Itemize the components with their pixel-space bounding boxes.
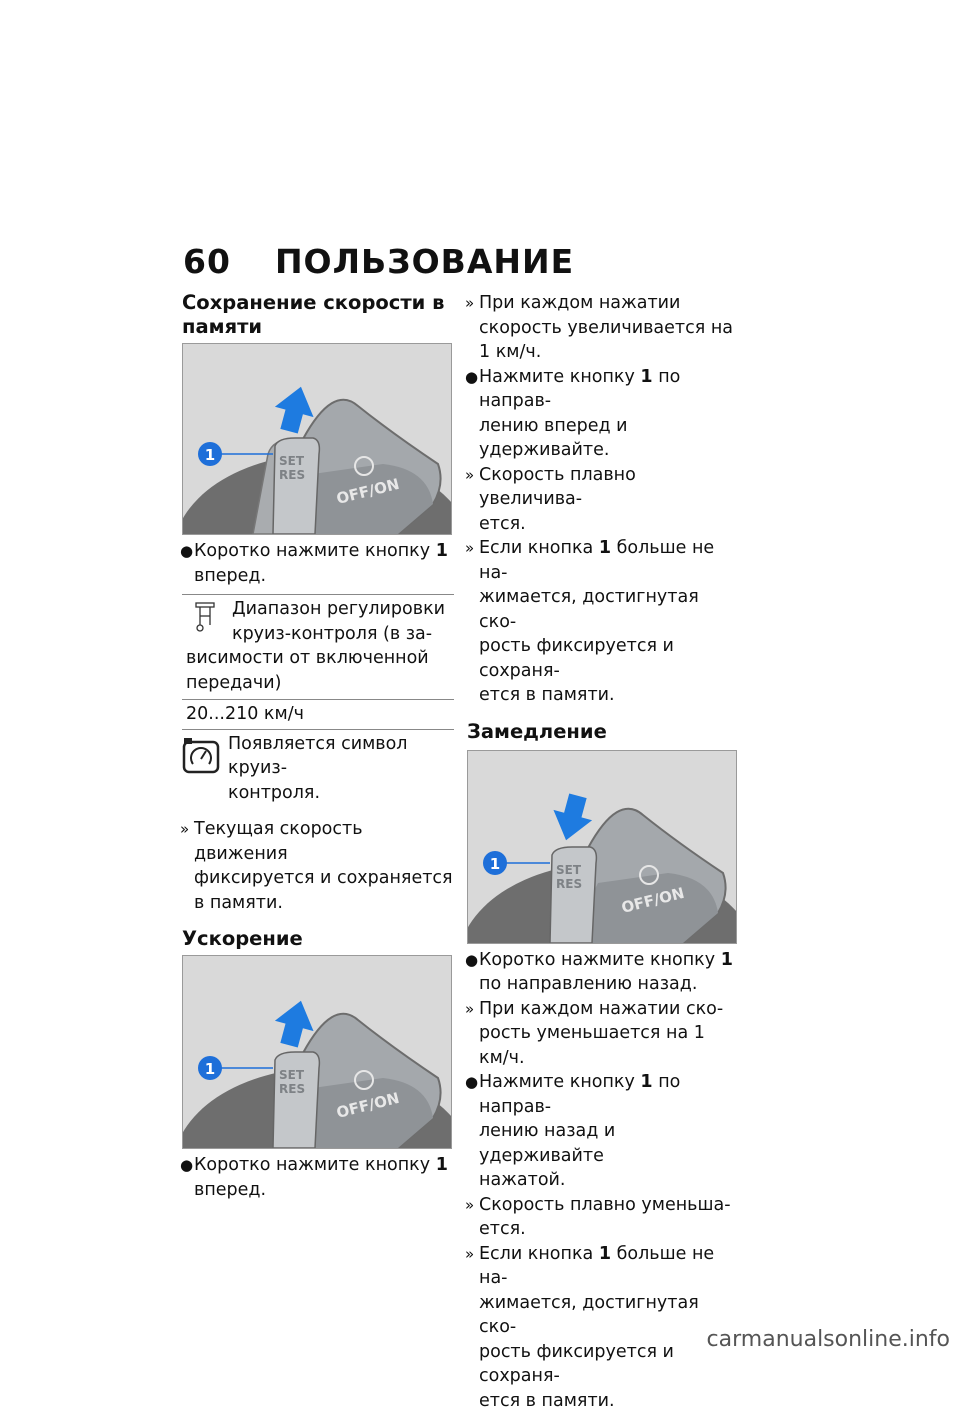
fig-res-label: RES [279,468,305,482]
svg-text:OFF/ON: OFF/ON [335,1089,401,1122]
result-smooth-increase: » Скорость плавно увеличива- ется. [467,463,739,537]
fig-callout-1: 1 [205,446,215,464]
right-column [467,291,739,1413]
result-smooth-decrease: » Скорость плавно уменьша- ется. [467,1193,739,1242]
range-value: 20...210 км/ч [182,699,454,729]
page-number: 60 [183,242,231,281]
page-title: ПОЛЬЗОВАНИЕ [275,242,574,281]
section-title-deceleration: Замедление [467,720,739,744]
result-decrease-1kmh: » При каждом нажатии ско- рость уменьшается на 1 км/ч. [467,997,739,1071]
step-short-press-forward-2: ● Коротко нажмите кнопку 1 вперед. [182,1153,454,1202]
cruise-control-icon [182,738,220,782]
section-title-store-speed: Сохранение скорости в памяти [182,291,454,339]
gear-shift-icon [194,599,216,641]
cruise-symbol-note: Появляется символ круиз- контроля. [182,732,454,806]
svg-text:OFF/ON: OFF/ON [620,883,686,916]
svg-text:RES: RES [556,877,582,891]
result-speed-stored: » Текущая скорость движения фиксируется и сохраняется в памяти. [182,817,454,915]
figure-set-forward [182,343,452,535]
fig-set-label: SET [279,454,305,468]
figure-deceleration [467,750,737,944]
result-released-stored: » Если кнопка 1 больше не на- жимается, достигнутая ско- рость фиксируется и сохраня- ется в памяти. [467,536,739,708]
result-increase-1kmh: » При каждом нажатии скорость увеличивается на 1 км/ч. [467,291,739,365]
svg-text:SET: SET [556,863,582,877]
range-table: Диапазон регулировки круиз-контроля (в за- висимости от включенной передачи) 20...210 км/ч [182,594,454,730]
step-short-press-forward: ● Коротко нажмите кнопку 1 вперед. [182,539,454,588]
svg-text:1: 1 [205,1060,215,1078]
section-title-acceleration: Ускорение [182,927,454,951]
step-short-press-back: ● Коротко нажмите кнопку 1 по направлению назад. [467,948,739,997]
page-header [183,242,574,281]
step-hold-back: ● Нажмите кнопку 1 по направ- лению назад и удерживайте нажатой. [467,1070,739,1193]
step-hold-forward: ● Нажмите кнопку 1 по направ- лению вперед и удерживайте. [467,365,739,463]
result-released-stored-2: » Если кнопка 1 больше не на- жимается, достигнутая ско- рость фиксируется и сохраня- ется в памяти. [467,1242,739,1413]
svg-text:SET: SET [279,1068,305,1082]
figure-acceleration [182,955,452,1149]
watermark[interactable]: carmanualsonline.info [707,1327,950,1352]
svg-text:RES: RES [279,1082,305,1096]
left-column [182,291,454,1202]
svg-text:1: 1 [490,855,500,873]
fig-offon-label: OFF/ON [335,475,401,508]
